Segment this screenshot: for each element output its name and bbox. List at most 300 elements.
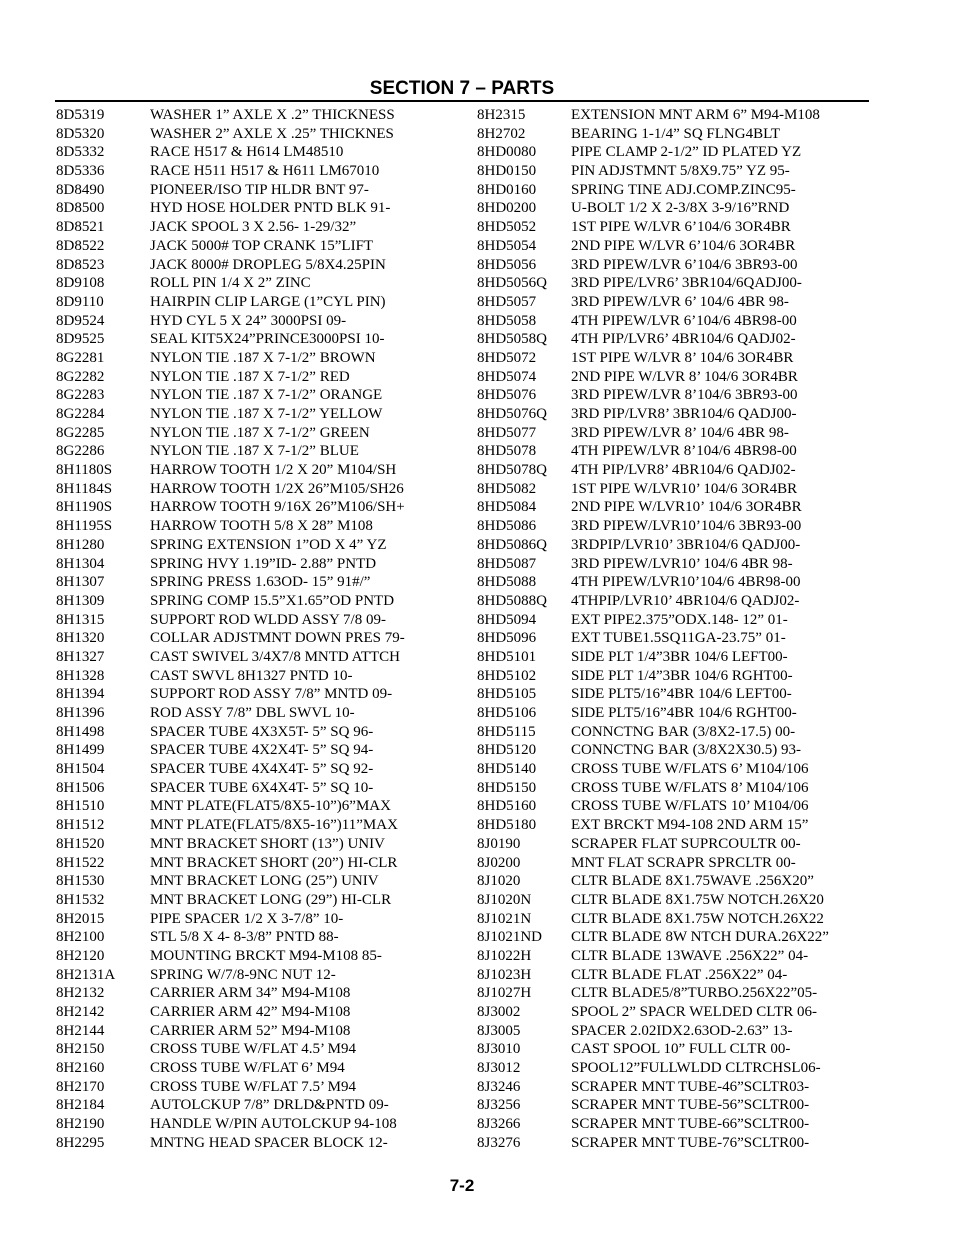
parts-row: [477, 1096, 869, 1115]
part-number: 8H2132: [56, 985, 105, 1002]
part-number: 8H2150: [56, 1041, 105, 1058]
section-title: SECTION 7 – PARTS: [369, 78, 555, 99]
part-description: SEAL KIT5X24”PRINCE3000PSI 10-: [150, 331, 385, 348]
part-description: WASHER 2” AXLE X .25” THICKNES: [150, 125, 394, 142]
part-number: 8H1304: [56, 555, 105, 572]
part-number: 8H1280: [56, 536, 105, 553]
parts-row: [477, 928, 869, 947]
parts-row: [477, 648, 869, 667]
part-number: 8HD5076: [477, 387, 537, 404]
parts-row: [56, 405, 466, 424]
parts-row: [56, 480, 466, 499]
part-description: SPACER TUBE 4X4X4T- 5” SQ 92-: [150, 761, 374, 778]
part-number: 8H1309: [56, 592, 105, 609]
part-description: SIDE PLT5/16”4BR 104/6 RGHT00-: [571, 705, 797, 721]
part-number: 8HD5087: [477, 555, 537, 572]
part-number: 8H1180S: [56, 462, 113, 479]
part-number: 8D5332: [56, 144, 105, 161]
parts-row: [477, 517, 869, 536]
part-number: 8J3276: [477, 1134, 521, 1151]
part-number: 8J3005: [477, 1022, 521, 1039]
part-description: SUPPORT ROD WLDD ASSY 7/8 09-: [150, 611, 386, 628]
part-description: EXT PIPE2.375”ODX.148- 12” 01-: [571, 611, 788, 628]
part-description: SIDE PLT5/16”4BR 104/6 LEFT00-: [571, 686, 792, 703]
part-description: SPRING EXTENSION 1”OD X 4” YZ: [150, 536, 387, 553]
part-description: 2ND PIPE W/LVR10’ 104/6 3OR4BR: [571, 499, 802, 516]
parts-row: [477, 984, 869, 1003]
part-number: 8D5319: [56, 107, 105, 123]
part-number: 8HD5086Q: [477, 536, 547, 553]
parts-row: [56, 704, 466, 723]
parts-row: [56, 143, 466, 162]
parts-row: [56, 741, 466, 760]
part-description: SCRAPER MNT TUBE-46”SCLTR03-: [571, 1078, 810, 1095]
part-description: MNT BRACKET LONG (25”) UNIV: [150, 873, 379, 890]
part-description: SPRING COMP 15.5”X1.65”OD PNTD: [150, 592, 395, 609]
parts-row: [56, 312, 466, 331]
part-description: CLTR BLADE 8X1.75WAVE .256X20”: [571, 873, 814, 890]
parts-row: [56, 498, 466, 517]
parts-row: [477, 386, 869, 405]
part-description: 1ST PIPE W/LVR 8’ 104/6 3OR4BR: [571, 349, 794, 366]
part-description: SPRING W/7/8-9NC NUT 12-: [150, 966, 336, 983]
part-number: 8HD5140: [477, 761, 537, 778]
parts-row: [56, 910, 466, 929]
part-description: EXT BRCKT M94-108 2ND ARM 15”: [571, 817, 809, 834]
part-description: RACE H517 & H614 LM48510: [150, 144, 344, 161]
part-description: CAST SPOOL 10” FULL CLTR 00-: [571, 1041, 791, 1058]
part-number: 8HD5094: [477, 611, 537, 628]
part-description: NYLON TIE .187 X 7-1/2” ORANGE: [150, 387, 383, 404]
part-number: 8H1499: [56, 742, 105, 759]
parts-row: [477, 536, 869, 555]
part-description: NYLON TIE .187 X 7-1/2” BROWN: [150, 349, 376, 366]
part-number: 8J1020N: [477, 891, 532, 908]
part-description: CLTR BLADE 8X1.75W NOTCH.26X20: [571, 891, 824, 908]
parts-row: [477, 704, 869, 723]
parts-row: [477, 1022, 869, 1041]
part-number: 8H2170: [56, 1078, 105, 1095]
part-description: SCRAPER MNT TUBE-66”SCLTR00-: [571, 1116, 810, 1133]
part-description: CARRIER ARM 52” M94-M108: [150, 1022, 351, 1039]
part-number: 8H2184: [56, 1097, 105, 1114]
parts-row: [477, 293, 869, 312]
part-number: 8D8490: [56, 181, 105, 198]
part-number: 8D9108: [56, 275, 105, 292]
parts-row: [477, 797, 869, 816]
part-description: CROSS TUBE W/FLAT 6’ M94: [150, 1060, 345, 1077]
part-number: 8HD5150: [477, 779, 537, 796]
part-description: 4TH PIP/LVR8’ 4BR104/6 QADJ02-: [571, 462, 796, 479]
part-description: 3RD PIPEW/LVR 8’ 104/6 4BR 98-: [571, 424, 789, 441]
parts-row: [56, 274, 466, 293]
part-description: 3RD PIPE/LVR6’ 3BR104/6QADJ00-: [571, 275, 802, 292]
parts-row: [477, 480, 869, 499]
part-description: SPRING TINE ADJ.COMP.ZINC95-: [571, 181, 796, 198]
part-number: 8HD5084: [477, 499, 537, 516]
parts-row: [477, 723, 869, 742]
part-number: 8H1512: [56, 817, 105, 834]
part-number: 8J3012: [477, 1060, 521, 1077]
part-description: 4TH PIPEW/LVR 8’104/6 4BR98-00: [571, 443, 797, 460]
part-description: NYLON TIE .187 X 7-1/2” BLUE: [150, 443, 359, 460]
part-description: STL 5/8 X 4- 8-3/8” PNTD 88-: [150, 929, 339, 946]
part-number: 8J0200: [477, 854, 521, 871]
part-description: MNT PLATE(FLAT5/8X5-10”)6”MAX: [150, 798, 391, 815]
part-number: 8HD5120: [477, 742, 537, 759]
part-number: 8H2160: [56, 1060, 105, 1077]
part-number: 8HD5088: [477, 574, 537, 591]
parts-row: [56, 928, 466, 947]
part-number: 8G2282: [56, 368, 105, 385]
parts-row: [56, 816, 466, 835]
part-number: 8J3266: [477, 1116, 521, 1133]
parts-row: [477, 573, 869, 592]
part-description: 3RD PIPEW/LVR10’104/6 3BR93-00: [571, 518, 802, 535]
parts-row: [477, 835, 869, 854]
part-description: SPOOL 2” SPACR WELDED CLTR 06-: [571, 1004, 818, 1020]
parts-row: [477, 910, 869, 929]
part-number: 8HD5088Q: [477, 592, 547, 609]
part-number: 8HD5078: [477, 443, 537, 460]
parts-row: [477, 779, 869, 798]
part-description: 4TH PIPEW/LVR10’104/6 4BR98-00: [571, 574, 801, 591]
part-number: 8J0190: [477, 835, 521, 852]
part-description: HANDLE W/PIN AUTOLCKUP 94-108: [150, 1116, 397, 1133]
part-number: 8H1532: [56, 891, 105, 908]
parts-row: [477, 162, 869, 181]
part-description: MNT PLATE(FLAT5/8X5-16”)11”MAX: [150, 817, 398, 834]
part-description: HARROW TOOTH 1/2X 26”M105/SH26: [150, 480, 404, 497]
parts-row: [56, 162, 466, 181]
part-description: 4TH PIPEW/LVR 6’104/6 4BR98-00: [571, 312, 797, 329]
part-number: 8H1315: [56, 611, 105, 628]
part-description: 3RD PIPEW/LVR 8’104/6 3BR93-00: [571, 387, 798, 404]
parts-row: [56, 592, 466, 611]
part-number: 8J3256: [477, 1097, 521, 1114]
parts-row: [477, 741, 869, 760]
part-description: SPACER 2.02IDX2.63OD-2.63” 13-: [571, 1022, 793, 1039]
parts-row: [56, 779, 466, 798]
part-description: U-BOLT 1/2 X 2-3/8X 3-9/16”RND: [571, 200, 790, 217]
parts-row: [477, 1134, 869, 1153]
part-description: CONNCTNG BAR (3/8X2-17.5) 00-: [571, 723, 796, 740]
part-description: BEARING 1-1/4” SQ FLNG4BLT: [571, 125, 781, 142]
part-number: 8H2190: [56, 1116, 105, 1133]
parts-row: [56, 1003, 466, 1022]
part-number: 8HD5096: [477, 630, 537, 647]
part-number: 8HD5086: [477, 518, 537, 535]
part-number: 8D5320: [56, 125, 105, 142]
parts-row: [56, 667, 466, 686]
part-description: SUPPORT ROD ASSY 7/8” MNTD 09-: [150, 686, 393, 703]
part-number: 8J1021N: [477, 910, 532, 927]
part-description: CONNCTNG BAR (3/8X2X30.5) 93-: [571, 742, 801, 759]
part-number: 8G2283: [56, 387, 105, 404]
part-number: 8HD5057: [477, 293, 537, 310]
parts-column-left: [56, 106, 466, 1153]
parts-row: [477, 854, 869, 873]
part-number: 8HD5058Q: [477, 331, 547, 348]
part-description: CROSS TUBE W/FLAT 4.5’ M94: [150, 1041, 357, 1058]
part-number: 8H1307: [56, 574, 105, 591]
parts-row: [56, 966, 466, 985]
part-number: 8H2015: [56, 910, 105, 927]
part-description: EXT TUBE1.5SQ11GA-23.75” 01-: [571, 630, 786, 647]
part-number: 8H2315: [477, 107, 526, 123]
part-number: 8D9110: [56, 293, 104, 310]
parts-row: [56, 1040, 466, 1059]
parts-row: [56, 685, 466, 704]
part-description: CLTR BLADE 8X1.75W NOTCH.26X22: [571, 910, 824, 927]
part-number: 8H1327: [56, 648, 105, 665]
part-description: SPACER TUBE 4X2X4T- 5” SQ 94-: [150, 742, 374, 759]
part-number: 8D8523: [56, 256, 105, 273]
parts-row: [477, 760, 869, 779]
part-number: 8H1520: [56, 835, 105, 852]
parts-row: [477, 592, 869, 611]
parts-row: [56, 386, 466, 405]
part-description: CROSS TUBE W/FLAT 7.5’ M94: [150, 1078, 357, 1095]
parts-row: [56, 237, 466, 256]
part-number: 8HD0200: [477, 200, 537, 217]
parts-row: [477, 237, 869, 256]
part-number: 8HD5102: [477, 667, 537, 684]
parts-row: [56, 199, 466, 218]
part-number: 8HD0080: [477, 144, 537, 161]
part-number: 8H2144: [56, 1022, 105, 1039]
parts-row: [56, 891, 466, 910]
parts-row: [477, 199, 869, 218]
part-description: SPOOL12”FULLWLDD CLTRCHSL06-: [571, 1060, 821, 1077]
part-description: MNT BRACKET SHORT (13”) UNIV: [150, 835, 385, 852]
part-description: SPRING HVY 1.19”ID- 2.88” PNTD: [150, 555, 377, 572]
parts-row: [477, 498, 869, 517]
parts-row: [477, 181, 869, 200]
part-number: 8HD5056Q: [477, 275, 547, 292]
part-number: 8H1522: [56, 854, 105, 871]
page-number: 7-2: [449, 1176, 475, 1195]
part-description: MNT BRACKET SHORT (20”) HI-CLR: [150, 854, 398, 871]
part-number: 8HD5115: [477, 723, 536, 740]
part-number: 8H1530: [56, 873, 105, 890]
part-description: HARROW TOOTH 9/16X 26”M106/SH+: [150, 499, 405, 516]
part-number: 8H2120: [56, 947, 105, 964]
part-number: 8HD5056: [477, 256, 537, 273]
part-description: RACE H511 H517 & H611 LM67010: [150, 163, 380, 180]
part-number: 8HD5101: [477, 648, 537, 665]
part-description: 3RD PIPEW/LVR 6’ 104/6 4BR 98-: [571, 293, 789, 310]
parts-row: [477, 256, 869, 275]
part-number: 8HD5082: [477, 480, 537, 497]
part-description: SIDE PLT 1/4”3BR 104/6 LEFT00-: [571, 648, 788, 665]
part-number: 8HD5077: [477, 424, 537, 441]
parts-row: [477, 1003, 869, 1022]
parts-row: [477, 966, 869, 985]
parts-row: [56, 181, 466, 200]
part-number: 8D8521: [56, 219, 105, 236]
part-number: 8HD5074: [477, 368, 537, 385]
part-description: SCRAPER MNT TUBE-76”SCLTR00-: [571, 1134, 810, 1151]
parts-row: [477, 461, 869, 480]
parts-row: [56, 1078, 466, 1097]
part-number: 8H1396: [56, 705, 105, 721]
part-description: SPACER TUBE 6X4X4T- 5” SQ 10-: [150, 779, 374, 796]
parts-row: [56, 536, 466, 555]
part-description: CROSS TUBE W/FLATS 8’ M104/106: [571, 779, 809, 796]
parts-row: [56, 760, 466, 779]
parts-row: [56, 218, 466, 237]
part-number: 8G2286: [56, 443, 105, 460]
part-number: 8J3010: [477, 1041, 521, 1058]
parts-row: [56, 517, 466, 536]
part-description: ROD ASSY 7/8” DBL SWVL 10-: [150, 705, 355, 721]
parts-row: [477, 218, 869, 237]
parts-row: [56, 256, 466, 275]
parts-row: [56, 1059, 466, 1078]
parts-row: [56, 1022, 466, 1041]
parts-row: [477, 1059, 869, 1078]
parts-row: [477, 274, 869, 293]
part-number: 8D8522: [56, 237, 105, 254]
part-description: SPACER TUBE 4X3X5T- 5” SQ 96-: [150, 723, 374, 740]
part-description: 1ST PIPE W/LVR 6’104/6 3OR4BR: [571, 219, 791, 236]
part-description: ROLL PIN 1/4 X 2” ZINC: [150, 275, 311, 292]
part-number: 8HD5076Q: [477, 406, 547, 422]
parts-row: [56, 872, 466, 891]
part-number: 8H1184S: [56, 480, 113, 497]
part-description: NYLON TIE .187 X 7-1/2” RED: [150, 368, 350, 385]
parts-row: [477, 891, 869, 910]
part-number: 8HD5106: [477, 705, 537, 721]
part-description: HARROW TOOTH 5/8 X 28” M108: [150, 518, 373, 535]
parts-row: [477, 312, 869, 331]
parts-row: [56, 349, 466, 368]
parts-row: [56, 723, 466, 742]
part-number: 8H1498: [56, 723, 105, 740]
parts-row: [56, 330, 466, 349]
part-number: 8J1023H: [477, 966, 532, 983]
parts-row: [56, 947, 466, 966]
part-description: COLLAR ADJSTMNT DOWN PRES 79-: [150, 630, 405, 647]
parts-row: [56, 555, 466, 574]
part-description: 3RD PIPEW/LVR 6’104/6 3BR93-00: [571, 256, 798, 273]
part-number: 8HD5072: [477, 349, 537, 366]
parts-row: [56, 1096, 466, 1115]
part-description: MNTNG HEAD SPACER BLOCK 12-: [150, 1134, 388, 1151]
part-description: EXTENSION MNT ARM 6” M94-M108: [571, 107, 820, 123]
part-description: PIPE CLAMP 2-1/2” ID PLATED YZ: [571, 144, 802, 161]
parts-row: [477, 330, 869, 349]
part-description: 3RD PIPEW/LVR10’ 104/6 4BR 98-: [571, 555, 793, 572]
part-number: 8H1328: [56, 667, 105, 684]
parts-row: [56, 424, 466, 443]
part-description: CLTR BLADE 13WAVE .256X22” 04-: [571, 947, 809, 964]
part-description: CAST SWVL 8H1327 PNTD 10-: [150, 667, 353, 684]
part-description: HARROW TOOTH 1/2 X 20” M104/SH: [150, 462, 397, 479]
part-description: 4THPIP/LVR10’ 4BR104/6 QADJ02-: [571, 592, 800, 609]
part-description: PIN ADJSTMNT 5/8X9.75” YZ 95-: [571, 163, 790, 180]
parts-row: [56, 854, 466, 873]
part-number: 8G2285: [56, 424, 105, 441]
part-number: 8H1394: [56, 686, 105, 703]
part-number: 8D5336: [56, 163, 105, 180]
part-number: 8D9524: [56, 312, 105, 329]
part-description: JACK SPOOL 3 X 2.56- 1-29/32”: [150, 219, 357, 236]
parts-row: [477, 611, 869, 630]
part-number: 8J1027H: [477, 985, 532, 1002]
part-number: 8H1195S: [56, 518, 113, 535]
parts-row: [56, 835, 466, 854]
part-number: 8J1022H: [477, 947, 532, 964]
part-description: NYLON TIE .187 X 7-1/2” YELLOW: [150, 406, 383, 422]
part-number: 8H1320: [56, 630, 105, 647]
parts-row: [477, 368, 869, 387]
part-number: 8D8500: [56, 200, 105, 217]
part-number: 8G2281: [56, 349, 105, 366]
part-description: CARRIER ARM 34” M94-M108: [150, 985, 351, 1002]
parts-row: [56, 1115, 466, 1134]
part-description: AUTOLCKUP 7/8” DRLD&PNTD 09-: [150, 1097, 389, 1114]
part-description: CLTR BLADE FLAT .256X22” 04-: [571, 966, 788, 983]
part-number: 8HD5058: [477, 312, 537, 329]
part-description: 4TH PIP/LVR6’ 4BR104/6 QADJ02-: [571, 331, 796, 348]
part-number: 8J3002: [477, 1004, 521, 1020]
part-description: CAST SWIVEL 3/4X7/8 MNTD ATTCH: [150, 648, 401, 665]
part-description: MNT BRACKET LONG (29”) HI-CLR: [150, 891, 392, 908]
parts-row: [56, 648, 466, 667]
part-description: PIPE SPACER 1/2 X 3-7/8” 10-: [150, 910, 344, 927]
part-description: MOUNTING BRCKT M94-M108 85-: [150, 947, 382, 964]
parts-row: [477, 1115, 869, 1134]
part-number: 8HD5054: [477, 237, 537, 254]
parts-row: [56, 573, 466, 592]
part-description: SIDE PLT 1/4”3BR 104/6 RGHT00-: [571, 667, 793, 684]
parts-row: [477, 1040, 869, 1059]
part-description: PIONEER/ISO TIP HLDR BNT 97-: [150, 181, 369, 198]
parts-row: [56, 106, 466, 125]
part-number: 8J1021ND: [477, 929, 543, 946]
parts-row: [477, 125, 869, 144]
part-number: 8HD5180: [477, 817, 537, 834]
part-number: 8H1510: [56, 798, 105, 815]
part-description: 2ND PIPE W/LVR 6’104/6 3OR4BR: [571, 237, 796, 254]
part-number: 8J3246: [477, 1078, 521, 1095]
parts-row: [56, 368, 466, 387]
parts-row: [477, 872, 869, 891]
part-number: 8HD0150: [477, 163, 537, 180]
parts-row: [56, 611, 466, 630]
part-description: 2ND PIPE W/LVR 8’ 104/6 3OR4BR: [571, 368, 798, 385]
parts-row: [477, 667, 869, 686]
part-description: JACK 5000# TOP CRANK 15”LIFT: [150, 237, 374, 254]
part-description: SCRAPER FLAT SUPRCOULTR 00-: [571, 835, 801, 852]
part-description: CLTR BLADE 8W NTCH DURA.26X22”: [571, 929, 829, 946]
parts-row: [477, 442, 869, 461]
part-description: 1ST PIPE W/LVR10’ 104/6 3OR4BR: [571, 480, 798, 497]
parts-row: [56, 629, 466, 648]
part-number: 8HD0160: [477, 181, 537, 198]
parts-row: [477, 816, 869, 835]
parts-row: [477, 629, 869, 648]
parts-row: [56, 293, 466, 312]
part-description: 3RDPIP/LVR10’ 3BR104/6 QADJ00-: [571, 536, 801, 553]
part-description: SCRAPER MNT TUBE-56”SCLTR00-: [571, 1097, 810, 1114]
part-description: 3RD PIP/LVR8’ 3BR104/6 QADJ00-: [571, 406, 797, 422]
part-description: CARRIER ARM 42” M94-M108: [150, 1004, 351, 1020]
part-number: 8H1506: [56, 779, 105, 796]
part-number: 8H2131A: [56, 966, 116, 983]
